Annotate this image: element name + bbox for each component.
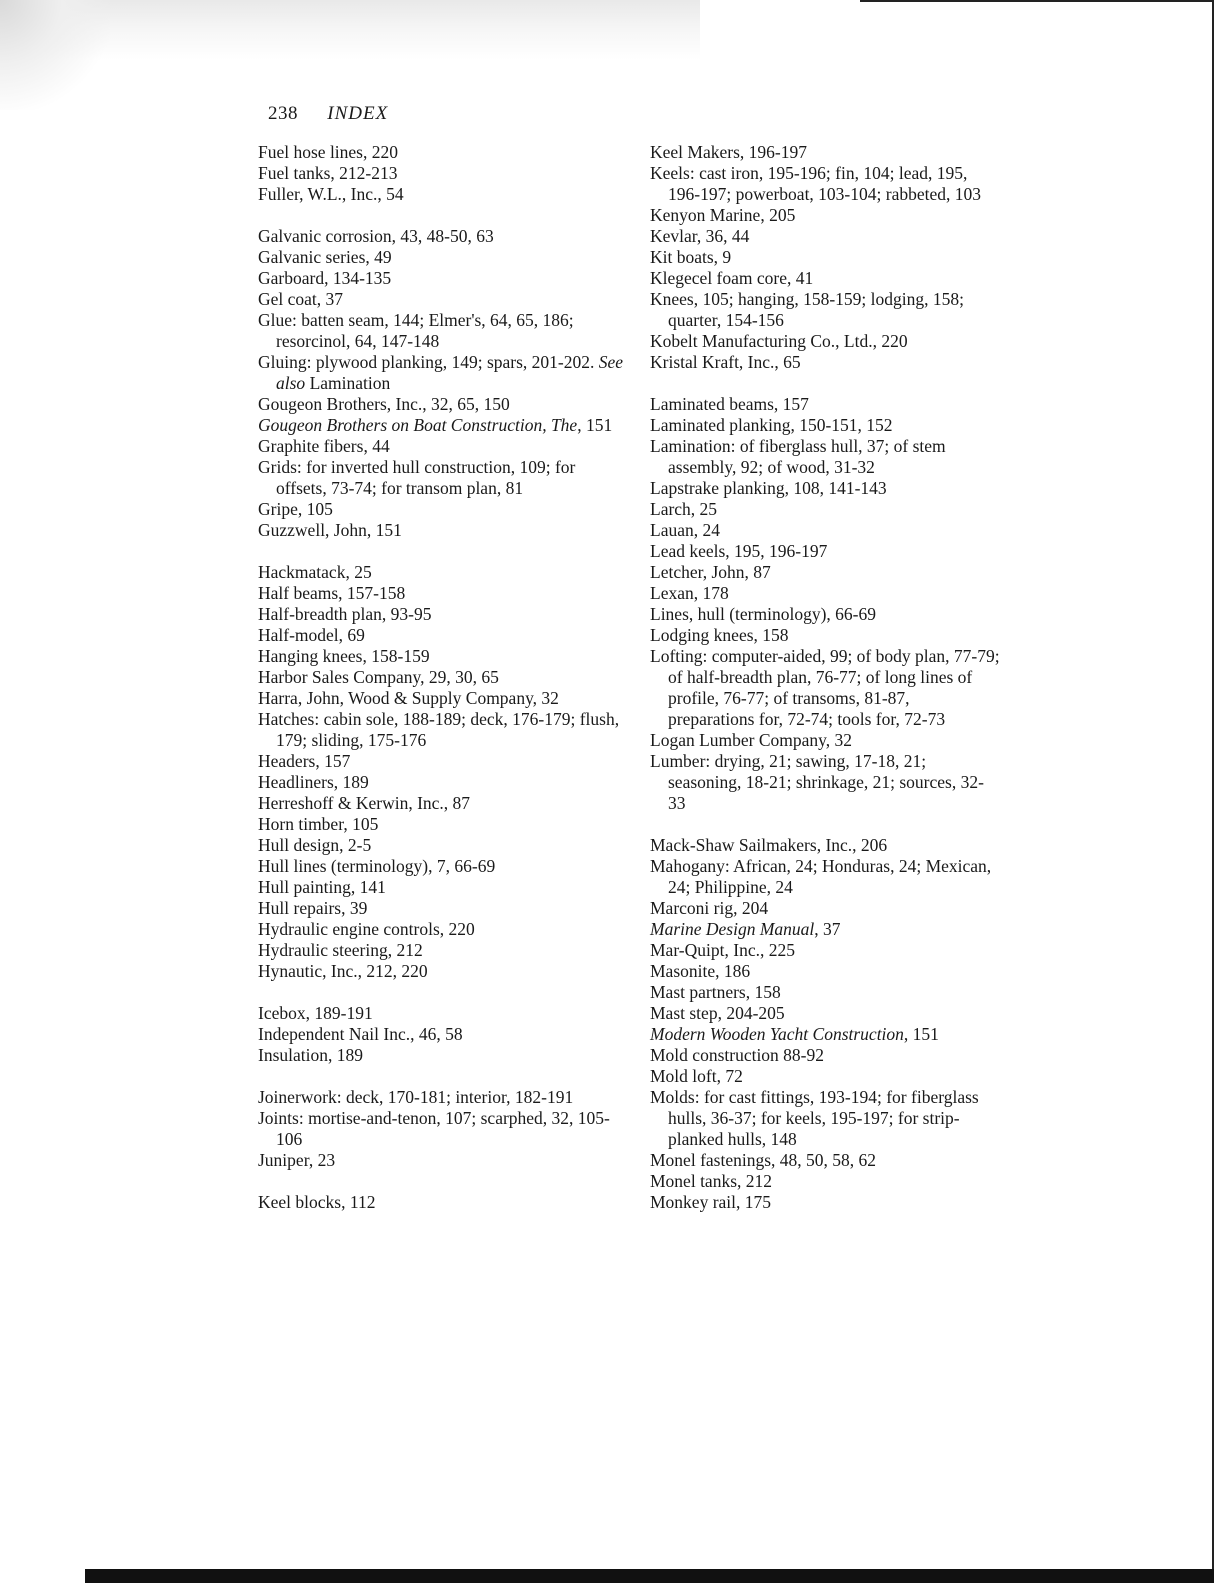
index-entry-text: Lamination: of fiberglass hull, 37; of stem assembly, 92; of wood, 31-32 xyxy=(650,436,946,477)
index-entry-text: Lines, hull (terminology), 66-69 xyxy=(650,604,877,624)
index-entry xyxy=(650,226,1000,247)
index-entry-text: Lodging knees, 158 xyxy=(650,625,789,645)
index-entry-text: Letcher, John, 87 xyxy=(650,562,771,582)
index-entry xyxy=(258,1150,628,1171)
index-entry-text: Garboard, 134-135 xyxy=(258,268,392,288)
index-column-left xyxy=(258,142,628,1213)
index-entry-title: Gougeon Brothers on Boat Construction, The xyxy=(258,415,578,435)
index-entry-text: Kristal Kraft, Inc., 65 xyxy=(650,352,801,372)
page-edge-bottom xyxy=(85,1569,1214,1583)
index-entry xyxy=(650,289,1000,331)
index-entry xyxy=(650,142,1000,163)
index-entry xyxy=(258,625,628,646)
page-edge-top xyxy=(860,0,1214,2)
page-number: 238 xyxy=(268,103,298,124)
index-entry-text: Mast partners, 158 xyxy=(650,982,781,1002)
index-entry xyxy=(258,499,628,520)
index-entry xyxy=(650,940,1000,961)
index-entry-text: Joints: mortise-and-tenon, 107; scarphed, 32, 105-106 xyxy=(258,1108,610,1149)
index-entry-text: Monel tanks, 212 xyxy=(650,1171,773,1191)
index-entry-text: Monkey rail, 175 xyxy=(650,1192,772,1212)
index-entry-text: Fuller, W.L., Inc., 54 xyxy=(258,184,404,204)
index-entry-text: Guzzwell, John, 151 xyxy=(258,520,402,540)
index-entry xyxy=(650,1171,1000,1192)
index-entry xyxy=(258,919,628,940)
index-entry-text: Knees, 105; hanging, 158-159; lodging, 158; quarter, 154-156 xyxy=(650,289,965,330)
index-entry-text: Hatches: cabin sole, 188-189; deck, 176-179; flush, 179; sliding, 175-176 xyxy=(258,709,620,750)
index-entry-text: Harra, John, Wood & Supply Company, 32 xyxy=(258,688,559,708)
index-entry-text: Lamination xyxy=(305,373,391,393)
index-entry-text: Lapstrake planking, 108, 141-143 xyxy=(650,478,887,498)
index-entry-text: , 37 xyxy=(814,919,841,939)
index-entry-text: Kevlar, 36, 44 xyxy=(650,226,750,246)
index-entry-text: Grids: for inverted hull construction, 109; for offsets, 73-74; for transom plan, 81 xyxy=(258,457,576,498)
index-entry xyxy=(258,226,628,247)
index-entry xyxy=(258,310,628,352)
index-entry-text: Lumber: drying, 21; sawing, 17-18, 21; seasoning, 18-21; shrinkage, 21; sources, 32-33 xyxy=(650,751,984,813)
index-entry xyxy=(258,940,628,961)
index-entry xyxy=(650,730,1000,751)
index-entry-text: Fuel hose lines, 220 xyxy=(258,142,398,162)
index-entry-text: Kobelt Manufacturing Co., Ltd., 220 xyxy=(650,331,908,351)
index-entry xyxy=(650,919,1000,940)
index-entry xyxy=(650,1192,1000,1213)
index-entry xyxy=(258,436,628,457)
index-entry-text: Mast step, 204-205 xyxy=(650,1003,785,1023)
index-entry xyxy=(258,793,628,814)
index-entry xyxy=(258,772,628,793)
index-entry-text: Fuel tanks, 212-213 xyxy=(258,163,398,183)
index-entry xyxy=(650,562,1000,583)
index-entry-text: Insulation, 189 xyxy=(258,1045,363,1065)
index-entry-text: Independent Nail Inc., 46, 58 xyxy=(258,1024,463,1044)
index-entry xyxy=(650,1024,1000,1045)
index-entry-text: Half-breadth plan, 93-95 xyxy=(258,604,432,624)
index-entry xyxy=(258,688,628,709)
index-entry-text: Mack-Shaw Sailmakers, Inc., 206 xyxy=(650,835,888,855)
index-entry-text: Hull design, 2-5 xyxy=(258,835,372,855)
index-entry xyxy=(650,331,1000,352)
index-entry xyxy=(258,751,628,772)
index-entry xyxy=(258,1045,628,1066)
index-entry-text: Half beams, 157-158 xyxy=(258,583,406,603)
index-entry xyxy=(258,289,628,310)
index-entry xyxy=(258,1024,628,1045)
index-entry xyxy=(650,247,1000,268)
index-entry-text: Larch, 25 xyxy=(650,499,718,519)
index-entry xyxy=(650,1045,1000,1066)
index-entry-text: Gougeon Brothers, Inc., 32, 65, 150 xyxy=(258,394,510,414)
index-entry-text: Hanging knees, 158-159 xyxy=(258,646,430,666)
index-entry-text: Gripe, 105 xyxy=(258,499,333,519)
index-entry-text: Logan Lumber Company, 32 xyxy=(650,730,853,750)
index-entry-text: Mold construction 88-92 xyxy=(650,1045,825,1065)
index-entry-text: Lofting: computer-aided, 99; of body plan, 77-79; of half-breadth plan, 76-77; of long lines of profile, 76-77; of transoms, 81-87, preparations for, 72-74; tools for, 72-73 xyxy=(650,646,1000,729)
index-entry xyxy=(650,541,1000,562)
index-entry-text: Hydraulic engine controls, 220 xyxy=(258,919,475,939)
index-entry xyxy=(258,646,628,667)
index-entry xyxy=(258,184,628,205)
index-entry-text: Icebox, 189-191 xyxy=(258,1003,373,1023)
index-entry xyxy=(258,877,628,898)
index-entry xyxy=(258,394,628,415)
index-entry-text: Headers, 157 xyxy=(258,751,351,771)
index-entry xyxy=(650,268,1000,289)
index-entry-text: , 151 xyxy=(903,1024,939,1044)
index-entry xyxy=(258,1087,628,1108)
index-entry xyxy=(258,583,628,604)
index-entry xyxy=(650,163,1000,205)
index-entry-text: Gel coat, 37 xyxy=(258,289,344,309)
index-entry-text: Gluing: plywood planking, 149; spars, 201-202. xyxy=(258,352,599,372)
index-entry xyxy=(650,898,1000,919)
index-entry-text: Joinerwork: deck, 170-181; interior, 182-191 xyxy=(258,1087,574,1107)
index-entry xyxy=(258,562,628,583)
index-entry xyxy=(650,520,1000,541)
index-entry xyxy=(650,352,1000,373)
index-entry xyxy=(258,1108,628,1150)
index-entry xyxy=(650,415,1000,436)
index-entry xyxy=(258,814,628,835)
index-entry xyxy=(258,1003,628,1024)
index-entry-text: Keel blocks, 112 xyxy=(258,1192,376,1212)
index-entry-text: Keel Makers, 196-197 xyxy=(650,142,807,162)
index-entry xyxy=(258,142,628,163)
index-entry-text: Horn timber, 105 xyxy=(258,814,379,834)
index-entry xyxy=(258,667,628,688)
index-entry xyxy=(650,1003,1000,1024)
index-entry xyxy=(650,751,1000,814)
index-entry xyxy=(258,520,628,541)
index-entry xyxy=(258,163,628,184)
index-entry-text: Kit boats, 9 xyxy=(650,247,732,267)
index-entry xyxy=(258,898,628,919)
index-entry xyxy=(258,1192,628,1213)
index-entry-text: Hydraulic steering, 212 xyxy=(258,940,423,960)
index-entry-text: Galvanic series, 49 xyxy=(258,247,392,267)
index-entry-title: See also xyxy=(276,352,624,393)
index-entry xyxy=(650,856,1000,898)
index-entry-text: Klegecel foam core, 41 xyxy=(650,268,814,288)
index-entry xyxy=(650,646,1000,730)
index-entry-text: Half-model, 69 xyxy=(258,625,365,645)
index-entry xyxy=(258,268,628,289)
index-entry-text: Marconi rig, 204 xyxy=(650,898,769,918)
index-entry-text: Molds: for cast fittings, 193-194; for fiberglass hulls, 36-37; for keels, 195-197; for strip-planked hulls, 148 xyxy=(650,1087,979,1149)
index-entry-text: Hull repairs, 39 xyxy=(258,898,368,918)
index-entry xyxy=(258,457,628,499)
index-entry-text: Monel fastenings, 48, 50, 58, 62 xyxy=(650,1150,877,1170)
index-entry-text: Lead keels, 195, 196-197 xyxy=(650,541,828,561)
index-entry-text: Laminated planking, 150-151, 152 xyxy=(650,415,893,435)
index-column-right xyxy=(650,142,1000,1213)
index-entry-text: Galvanic corrosion, 43, 48-50, 63 xyxy=(258,226,494,246)
index-entry-text: Juniper, 23 xyxy=(258,1150,336,1170)
index-entry-text: Headliners, 189 xyxy=(258,772,369,792)
index-entry-text: Lexan, 178 xyxy=(650,583,729,603)
section-title: INDEX xyxy=(327,103,389,124)
index-entry-text: Lauan, 24 xyxy=(650,520,720,540)
index-entry xyxy=(650,1066,1000,1087)
index-entry-text: Mold loft, 72 xyxy=(650,1066,743,1086)
index-entry-text: , 151 xyxy=(577,415,613,435)
index-entry xyxy=(258,709,628,751)
index-entry-text: Herreshoff & Kerwin, Inc., 87 xyxy=(258,793,471,813)
index-entry-title: Modern Wooden Yacht Construction xyxy=(650,1024,904,1044)
index-entry-text: Hull lines (terminology), 7, 66-69 xyxy=(258,856,496,876)
index-entry-text: Hackmatack, 25 xyxy=(258,562,372,582)
index-entry-text: Laminated beams, 157 xyxy=(650,394,809,414)
index-entry xyxy=(258,835,628,856)
index-entry xyxy=(650,478,1000,499)
index-entry-title: Marine Design Manual xyxy=(650,919,815,939)
scan-shadow-corner xyxy=(0,0,110,110)
index-entry-text: Keels: cast iron, 195-196; fin, 104; lead, 195, 196-197; powerboat, 103-104; rabbeted, 103 xyxy=(650,163,981,204)
index-entry-text: Hynautic, Inc., 212, 220 xyxy=(258,961,428,981)
index-entry xyxy=(650,205,1000,226)
index-entry xyxy=(650,625,1000,646)
index-entry xyxy=(258,856,628,877)
index-entry xyxy=(650,436,1000,478)
index-entry xyxy=(650,1087,1000,1150)
index-entry xyxy=(650,394,1000,415)
index-entry xyxy=(258,961,628,982)
index-entry-text: Mahogany: African, 24; Honduras, 24; Mexican, 24; Philippine, 24 xyxy=(650,856,992,897)
index-entry-text: Masonite, 186 xyxy=(650,961,751,981)
running-head xyxy=(268,103,388,125)
index-entry xyxy=(650,583,1000,604)
index-entry-text: Glue: batten seam, 144; Elmer's, 64, 65, 186; resorcinol, 64, 147-148 xyxy=(258,310,574,351)
index-entry xyxy=(258,415,628,436)
index-entry xyxy=(258,604,628,625)
index-entry xyxy=(258,247,628,268)
index-entry xyxy=(650,499,1000,520)
index-entry xyxy=(650,835,1000,856)
index-entry-text: Hull painting, 141 xyxy=(258,877,386,897)
index-entry xyxy=(650,961,1000,982)
index-entry-text: Graphite fibers, 44 xyxy=(258,436,390,456)
index-entry xyxy=(650,982,1000,1003)
index-entry-text: Harbor Sales Company, 29, 30, 65 xyxy=(258,667,499,687)
index-entry-text: Kenyon Marine, 205 xyxy=(650,205,796,225)
index-entry xyxy=(258,352,628,394)
index-entry-text: Mar-Quipt, Inc., 225 xyxy=(650,940,795,960)
index-entry xyxy=(650,604,1000,625)
index-entry xyxy=(650,1150,1000,1171)
